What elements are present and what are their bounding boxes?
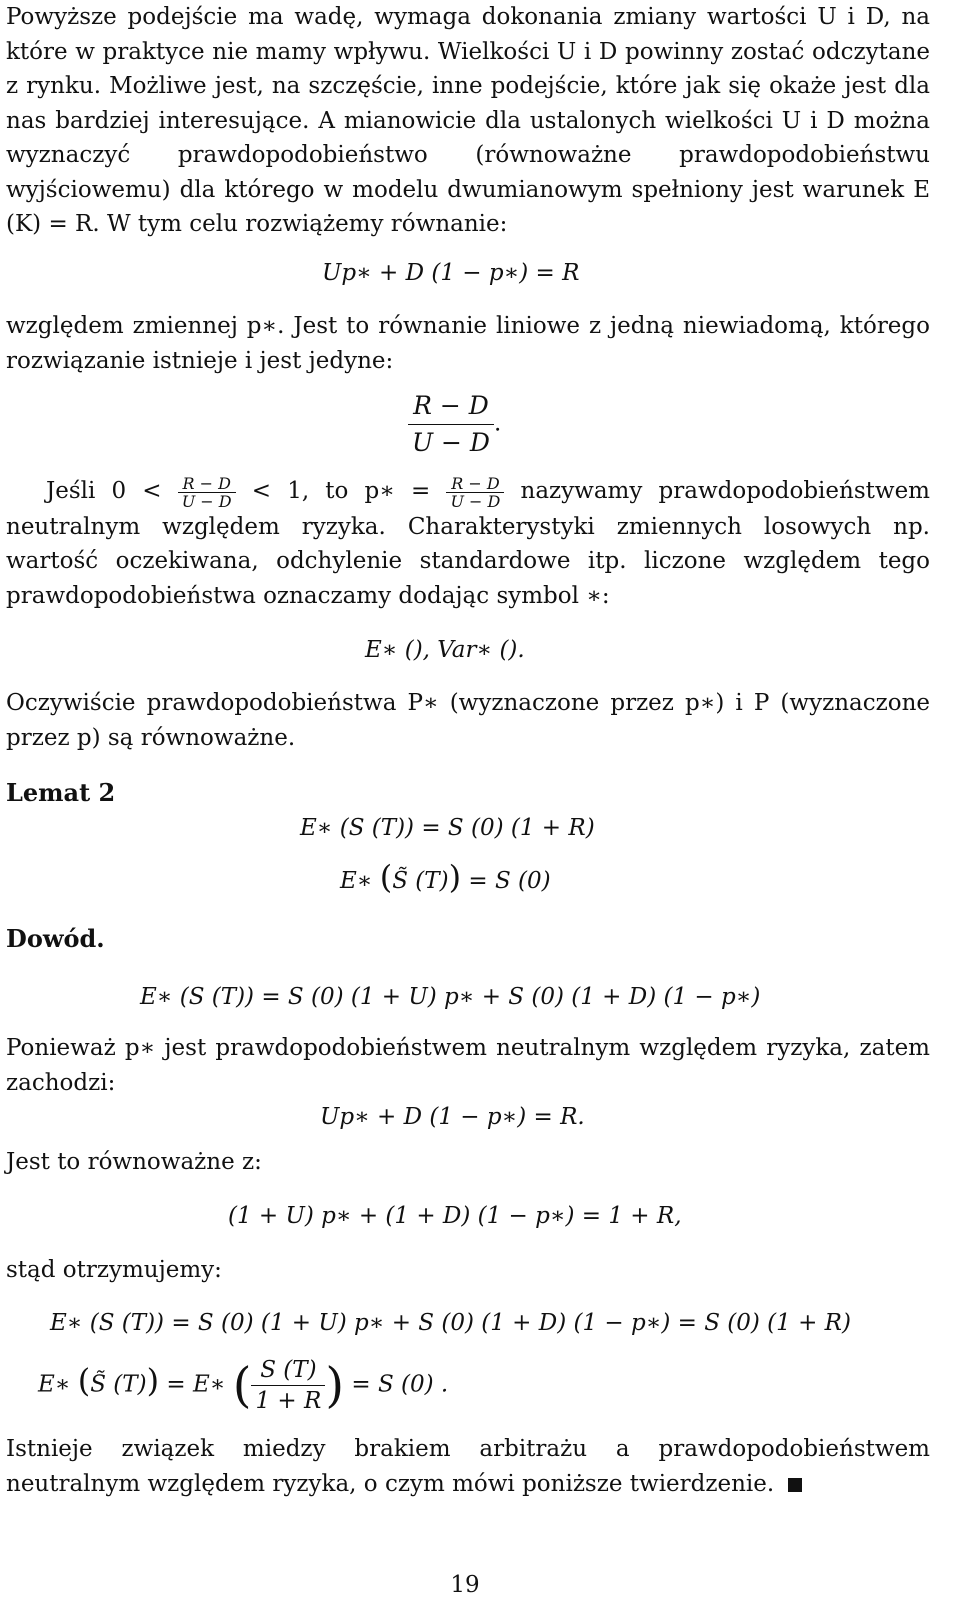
condition-text-2: < 1, to p∗ = xyxy=(251,478,431,504)
lemma2-argument: S̃ (T) xyxy=(392,868,449,894)
solution-fraction xyxy=(408,388,494,461)
paragraph-equivalent: Jest to równoważne z: xyxy=(6,1149,262,1175)
lemma2-result: = S (0) xyxy=(468,868,551,894)
paragraph-since-neutral: Ponieważ p∗ jest prawdopodobieństwem neutralnym względem ryzyka, zatem zachodzi: xyxy=(6,1035,930,1096)
equation-risk-neutral: Up∗ + D (1 − p∗) = R xyxy=(322,260,580,286)
equation-expectation-notation: E∗ (), Var∗ (). xyxy=(365,637,525,663)
paragraph-linear-equation: względem zmiennej p∗. Jest to równanie liniowe z jedną niewiadomą, którego rozwiązanie istnieje i jest jedyne: xyxy=(6,313,930,374)
big-paren-left: ( xyxy=(232,1357,252,1414)
paren-right: ) xyxy=(146,1361,160,1400)
paragraph-intro: Powyższe podejście ma wadę, wymaga dokonania zmiany wartości U i D, na które w praktyce nie mamy wpływu. Wielkości U i D powinny zostać odczytane z rynku. Możliwe jest, na szczęście, inne podejście, które jak się okaże jest dla nas bardziej interesujące. A mianowicie dla ustalonych wielkości U i D można wyznaczyć prawdopodobieństwo (równoważne prawdopodobieństwu wyjściowemu) dla którego w modelu dwumianowym spełniony jest warunek E (K) = R. W tym celu rozwiążemy równanie: xyxy=(6,4,930,237)
equation-neutral-condition: Up∗ + D (1 − p∗) = R. xyxy=(320,1104,585,1130)
fraction-numerator: R − D xyxy=(413,391,489,420)
inline-fraction-den: U − D xyxy=(450,491,501,511)
final2-operator-2: = E∗ xyxy=(166,1371,226,1398)
paragraph-equivalence: Oczywiście prawdopodobieństwa P∗ (wyznaczone przez p∗) i P (wyznaczone przez p) są równoważne. xyxy=(6,690,930,751)
paren-left: ( xyxy=(77,1361,91,1400)
lemma2-operator: E∗ xyxy=(340,868,373,894)
qed-square-icon xyxy=(788,1478,802,1492)
proof-heading: Dowód. xyxy=(6,924,105,953)
final2-argument: S̃ (T) xyxy=(90,1371,147,1398)
final2-result: = S (0) . xyxy=(351,1371,449,1398)
final2-fraction xyxy=(251,1355,325,1416)
equation-solution-fraction xyxy=(408,388,501,461)
condition-text-1: Jeśli 0 < xyxy=(46,478,162,504)
paragraph-arbitrage-text: Istnieje związek miedzy brakiem arbitrażu a prawdopodobieństwem neutralnym względem ryzyka, o czym mówi poniższe twierdzenie. xyxy=(6,1436,930,1497)
fraction-denominator: U − D xyxy=(412,428,490,457)
inline-fraction-2 xyxy=(446,475,504,510)
inline-fraction-num: R − D xyxy=(451,473,500,493)
inline-fraction-den: U − D xyxy=(181,491,232,511)
paren-left: ( xyxy=(379,858,393,896)
final2-fraction-num: S (T) xyxy=(260,1357,317,1383)
inline-fraction-1 xyxy=(178,475,236,510)
paragraph-neutral-text: nazywamy prawdopodobieństwem neutralnym względem ryzyka. Charakterystyki zmiennych losowych np. wartość oczekiwana, odchylenie standardowe itp. liczone względem tego prawdopodobieństwa oznaczamy dodając symbol ∗: xyxy=(6,478,930,609)
paragraph-arbitrage xyxy=(6,1432,930,1501)
paragraph-therefore: stąd otrzymujemy: xyxy=(6,1257,222,1283)
final-equation-2 xyxy=(38,1355,448,1416)
proof-equation-1: E∗ (S (T)) = S (0) (1 + U) p∗ + S (0) (1 + D) (1 − p∗) xyxy=(140,984,761,1010)
equation-equivalent-form: (1 + U) p∗ + (1 + D) (1 − p∗) = 1 + R, xyxy=(228,1203,682,1229)
inline-fraction-num: R − D xyxy=(182,473,231,493)
big-paren-right: ) xyxy=(325,1357,345,1414)
page-number: 19 xyxy=(450,1572,480,1598)
lemma-equation-1: E∗ (S (T)) = S (0) (1 + R) xyxy=(300,815,595,841)
final-equation-1: E∗ (S (T)) = S (0) (1 + U) p∗ + S (0) (1 + D) (1 − p∗) = S (0) (1 + R) xyxy=(50,1310,851,1336)
lemma-heading: Lemat 2 xyxy=(6,778,116,807)
paragraph-neutral-probability xyxy=(6,474,930,613)
lemma-equation-2 xyxy=(340,858,551,896)
fraction-period: . xyxy=(493,410,502,437)
final2-operator-1: E∗ xyxy=(38,1371,71,1398)
final2-fraction-den: 1 + R xyxy=(255,1388,322,1414)
paren-right: ) xyxy=(448,858,462,896)
